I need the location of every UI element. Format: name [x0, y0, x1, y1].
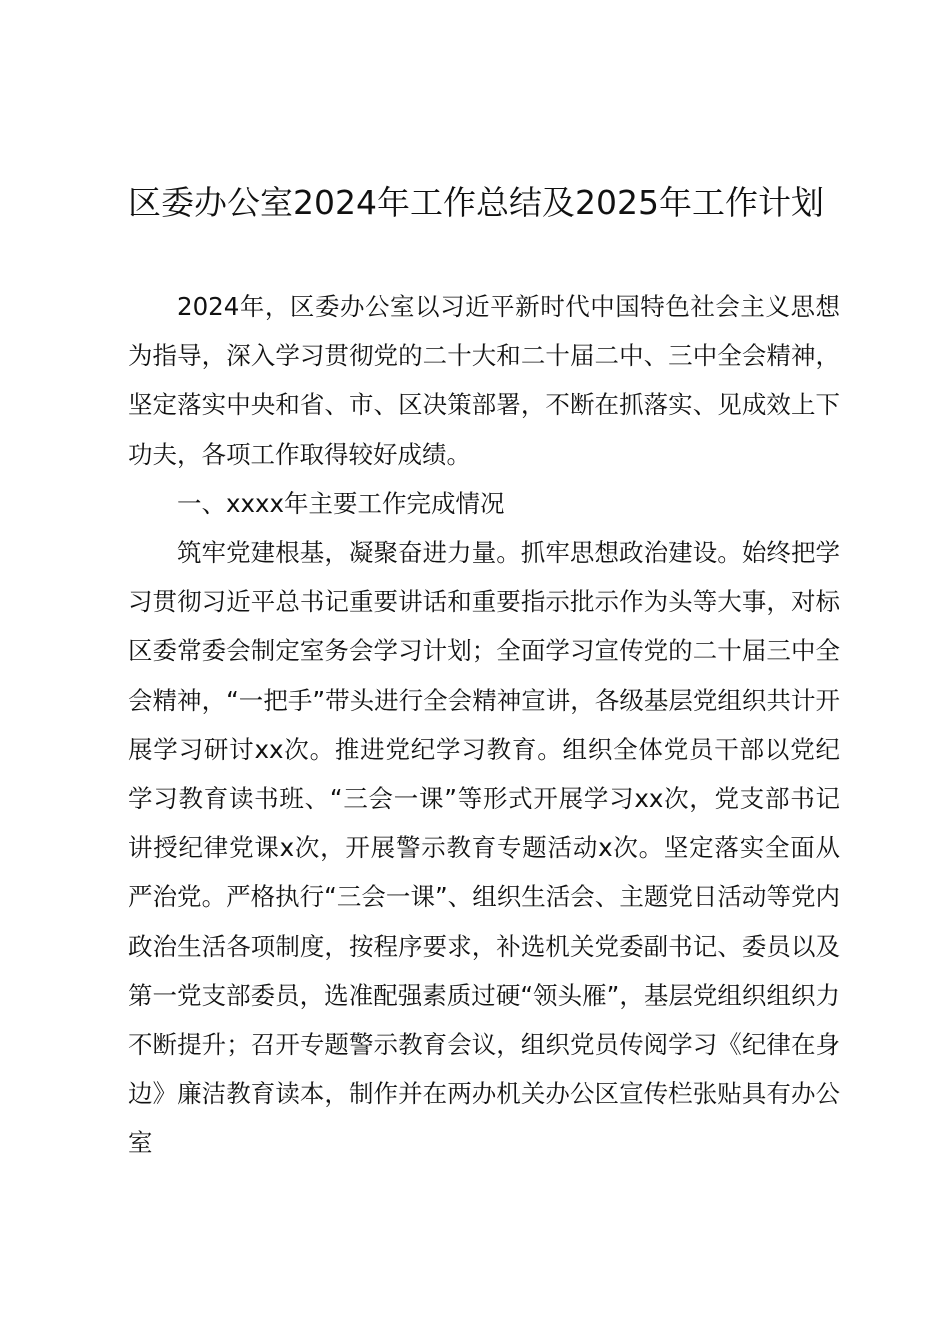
body-paragraph: 筑牢党建根基，凝聚奋进力量。抓牢思想政治建设。始终把学习贯彻习近平总书记重要讲话和重要指示批示作为头等大事，对标区委常委会制定室务会学习计划；全面学习宣传党的二十届三中全会精神，“一把手”带头进行全会精神宣讲，各级基层党组织共计开展学习研讨xx次。推进党纪学习教育。组织全体党员干部以党纪学习教育读书班、“三会一课”等形式开展学习xx次，党支部书记讲授纪律党课x次，开展警示教育专题活动x次。坚定落实全面从严治党。严格执行“三会一课”、组织生活会、主题党日活动等党内政治生活各项制度，按程序要求，补选机关党委副书记、委员以及第一党支部委员，选准配强素质过硬“领头雁”，基层党组织组织力不断提升；召开专题警示教育会议，组织党员传阅学习《纪律在身边》廉洁教育读本，制作并在两办机关办公区宣传栏张贴具有办公室	[128, 538, 840, 1158]
document-body	[128, 282, 840, 1168]
section-heading: 一、xxxx年主要工作完成情况	[177, 488, 505, 518]
intro-paragraph: 2024年，区委办公室以习近平新时代中国特色社会主义思想为指导，深入学习贯彻党的二十大和二十届二中、三中全会精神，坚定落实中央和省、市、区决策部署，不断在抓落实、见成效上下功夫，各项工作取得较好成绩。	[128, 292, 840, 469]
document-title: 区委办公室2024年工作总结及2025年工作计划	[128, 183, 824, 222]
